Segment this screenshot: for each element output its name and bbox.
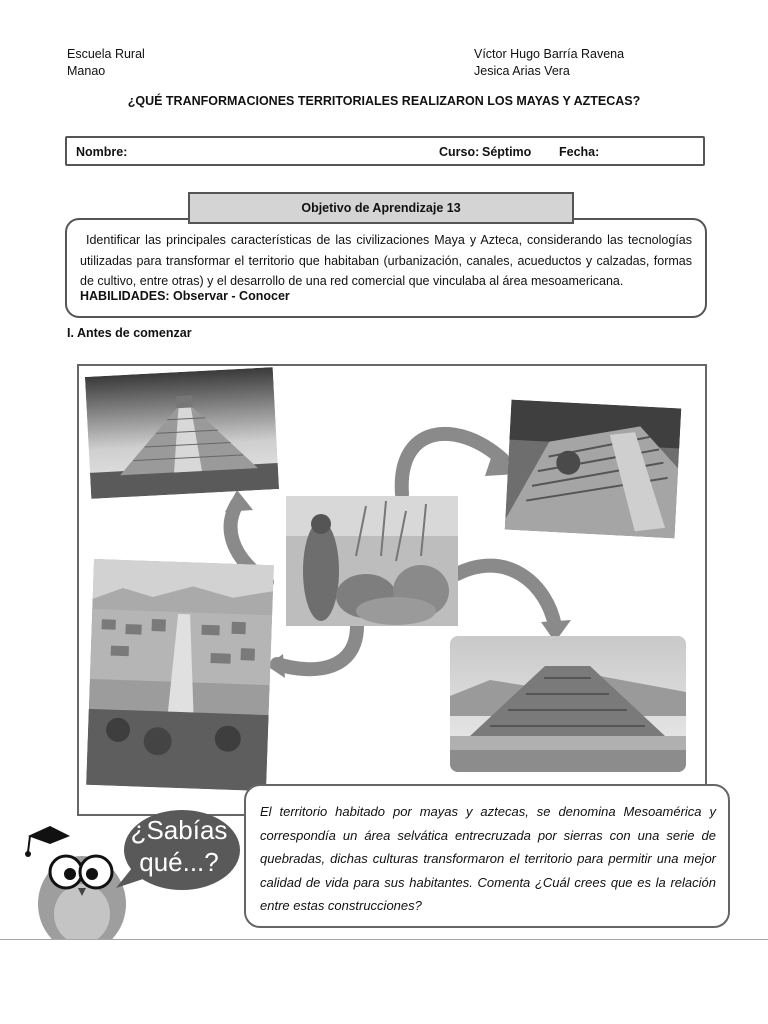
graduation-cap-icon — [25, 826, 70, 857]
date-label: Fecha: — [559, 145, 600, 159]
name-label: Nombre: — [76, 145, 128, 159]
arrow-to-teotihuacan — [457, 566, 555, 626]
section-title: I. Antes de comenzar — [67, 326, 192, 340]
course-value: Séptimo — [482, 145, 532, 159]
chichen-itza-photo — [85, 367, 279, 499]
sabias-bubble-text: ¿Sabías qué...? — [130, 815, 228, 877]
teacher-names: Víctor Hugo Barría Ravena Jesica Arias Vera — [474, 47, 625, 78]
arrowhead-1 — [225, 490, 253, 512]
course-label: Curso: — [439, 145, 480, 159]
teotihuacan-photo — [450, 636, 686, 772]
aztec-painting-photo — [286, 496, 458, 626]
school-name: Escuela Rural Manao — [67, 47, 145, 78]
arrow-to-tenochtitlan — [277, 626, 357, 669]
objective-text: Identificar las principales características de las civilizaciones Maya y Azteca, considerando las tecnologías utilizadas para transformar el territorio que habitaban (urbanización, canales, acueductos y calzadas, formas de cultivo, entre otras) y el desarrollo de una red comercial que vinculaba al área mesoamericana. — [80, 233, 692, 288]
arrow-to-mayan-ruin — [402, 434, 502, 494]
bottom-rule — [0, 939, 768, 940]
skills-line: HABILIDADES: Observar - Conocer — [80, 289, 290, 303]
tenochtitlan-mural-photo — [86, 559, 274, 791]
page-title: ¿QUÉ TRANFORMACIONES TERRITORIALES REALIZARON LOS MAYAS Y AZTECAS? — [127, 94, 641, 108]
student-info-box — [65, 136, 705, 166]
objective-heading: Objetivo de Aprendizaje 13 — [188, 192, 574, 224]
mayan-ruin-photo — [505, 400, 682, 539]
info-text: El territorio habitado por mayas y aztecas, se denomina Mesoamérica y correspondía un área selvática entrecruzada por sierras con una serie de quebradas, dichas culturas transformaron el territorio para permitir una mejor calidad de vida para sus habitantes. Comenta ¿Cuál crees que es la relación entre estas construcciones? — [260, 804, 716, 913]
